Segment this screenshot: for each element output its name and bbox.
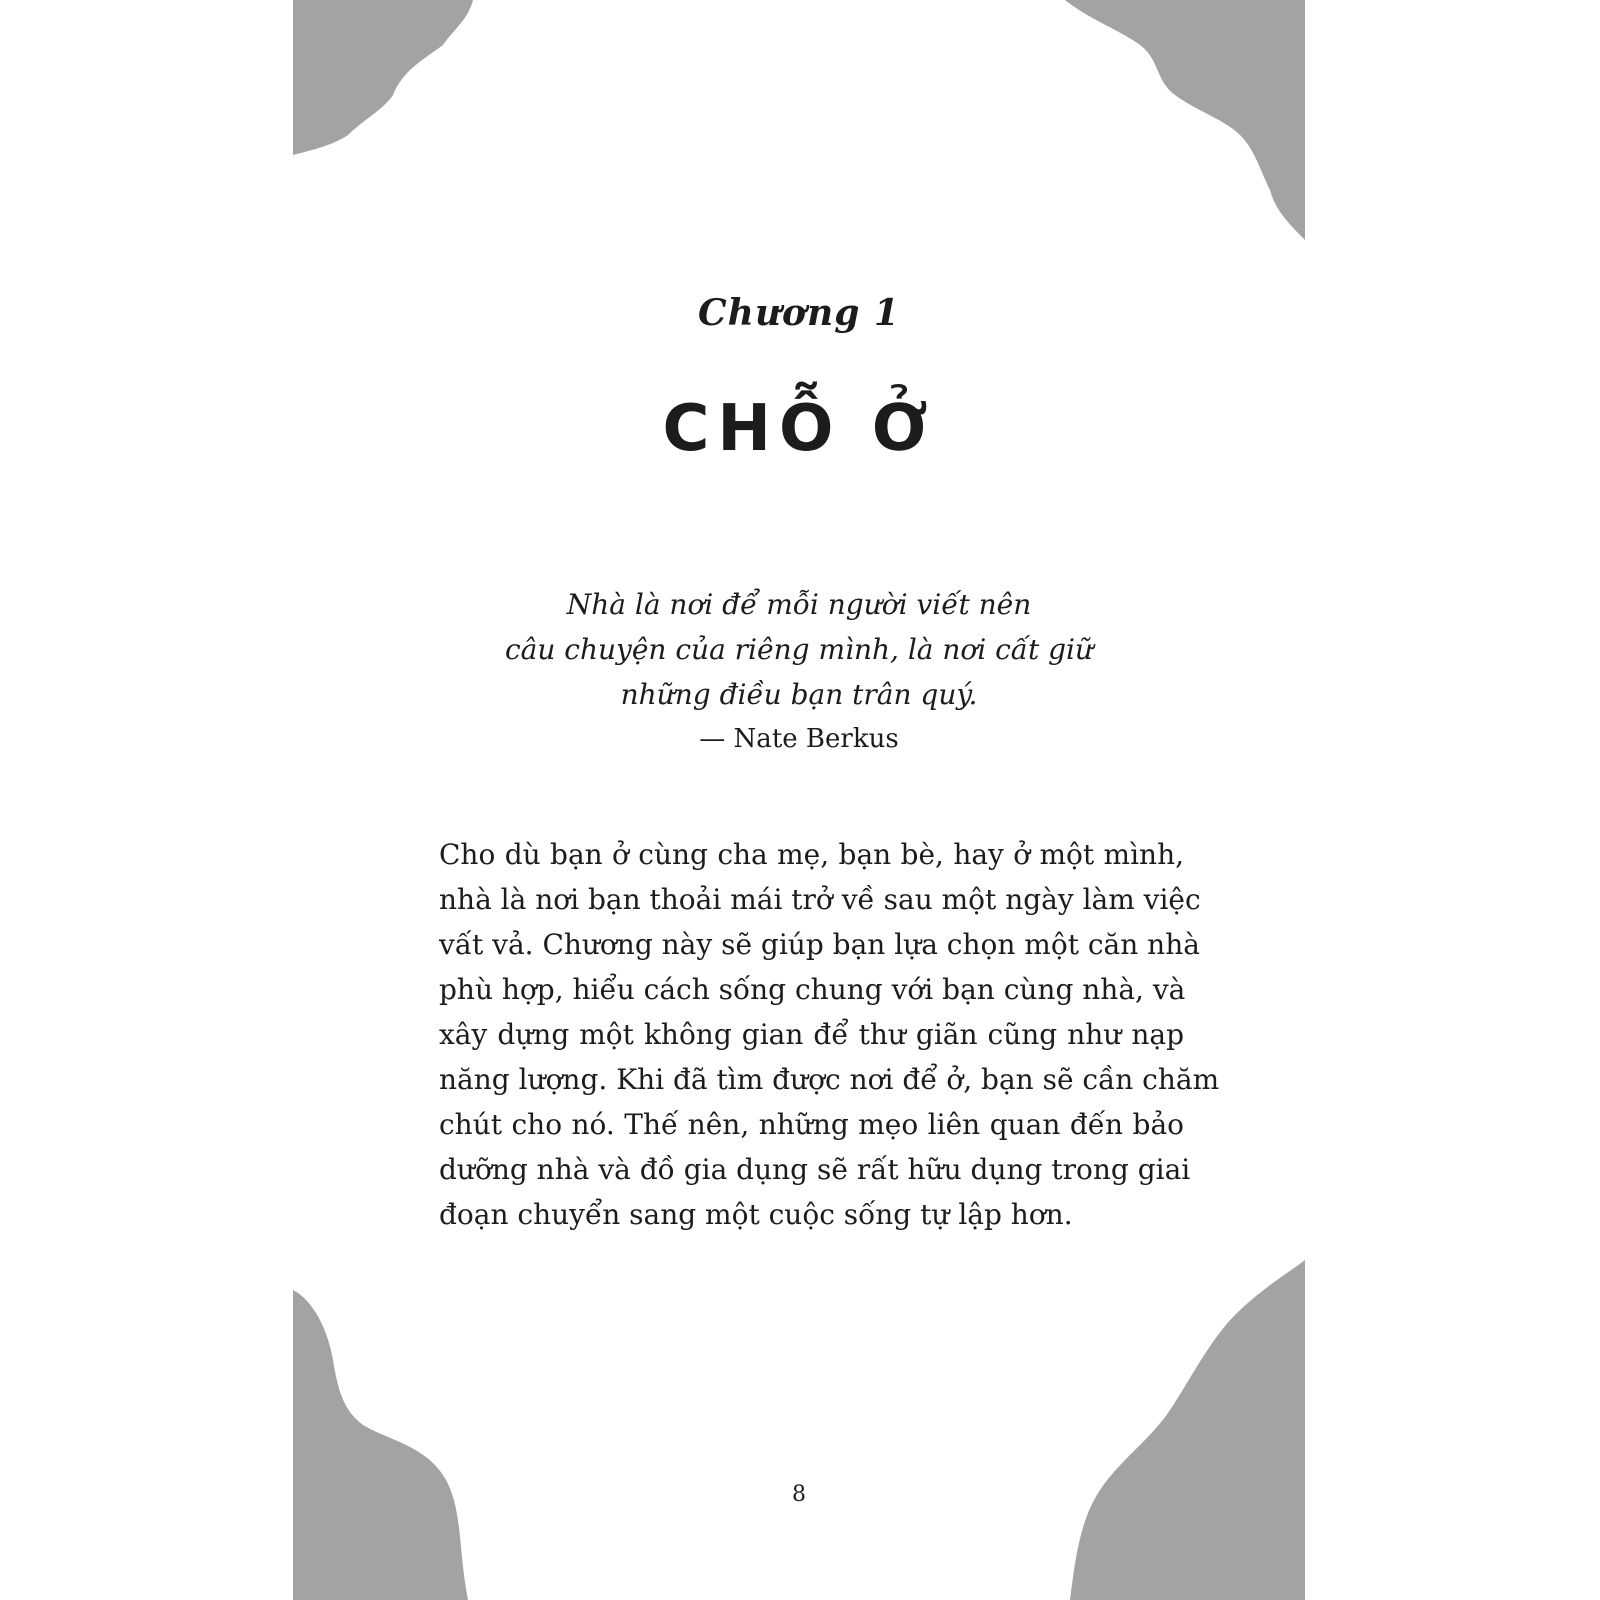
corner-texture-top-left: [293, 0, 483, 160]
epigraph-quote: [293, 582, 1305, 717]
chapter-label: Chương 1: [698, 292, 900, 334]
body-paragraph: [439, 832, 1220, 1237]
body-line: đoạn chuyển sang một cuộc sống tự lập hơn.: [439, 1198, 1073, 1231]
book-page: [293, 0, 1305, 1600]
chapter-title: CHỖ Ở: [662, 392, 936, 466]
epigraph-line: Nhà là nơi để mỗi người viết nên: [566, 588, 1032, 621]
body-line: Cho dù bạn ở cùng cha mẹ, bạn bè, hay ở một mình,: [439, 838, 1184, 871]
corner-texture-top-right: [1065, 0, 1305, 245]
body-line: nhà là nơi bạn thoải mái trở về sau một ngày làm việc: [439, 883, 1201, 916]
body-line: xây dựng một không gian để thư giãn cũng như nạp: [439, 1018, 1184, 1051]
page-number: 8: [792, 1482, 806, 1507]
body-line: chút cho nó. Thế nên, những mẹo liên quan đến bảo: [439, 1108, 1184, 1141]
epigraph-line: câu chuyện của riêng mình, là nơi cất giữ: [504, 633, 1094, 666]
body-line: vất vả. Chương này sẽ giúp bạn lựa chọn một căn nhà: [439, 928, 1200, 961]
body-line: năng lượng. Khi đã tìm được nơi để ở, bạn sẽ cần chăm: [439, 1063, 1220, 1096]
body-line: phù hợp, hiểu cách sống chung với bạn cùng nhà, và: [439, 973, 1186, 1006]
epigraph-attribution: — Nate Berkus: [699, 724, 899, 754]
body-line: dưỡng nhà và đồ gia dụng sẽ rất hữu dụng trong giai: [439, 1153, 1191, 1186]
epigraph-line: những điều bạn trân quý.: [620, 678, 978, 711]
corner-texture-bottom-right: [1070, 1260, 1305, 1600]
corner-texture-bottom-left: [293, 1290, 473, 1600]
